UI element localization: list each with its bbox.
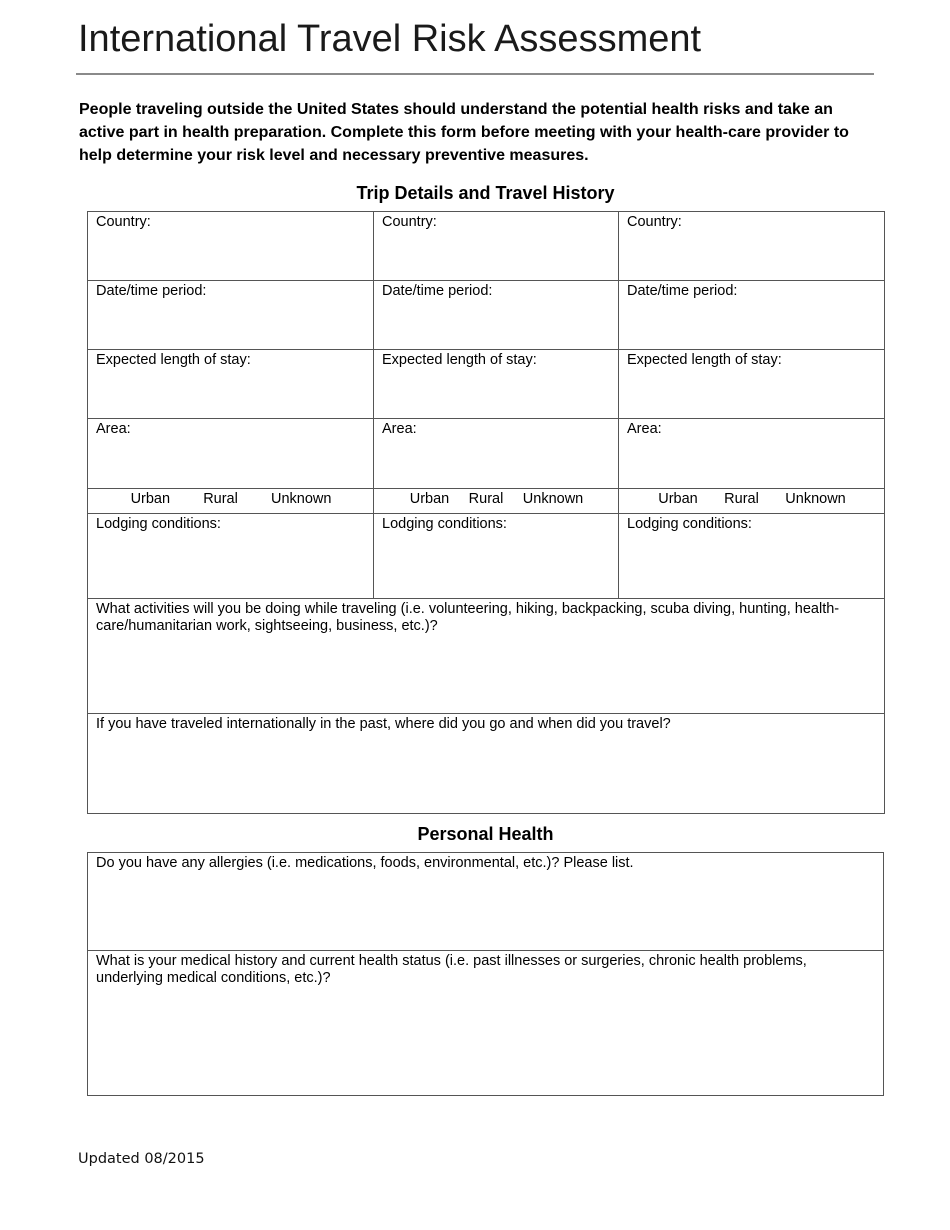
area-field-1[interactable] <box>88 419 374 489</box>
trip-section-heading: Trip Details and Travel History <box>356 183 615 203</box>
date-field-2[interactable] <box>374 281 619 350</box>
country-row <box>88 212 885 281</box>
trip-details-table <box>87 211 885 814</box>
length-field-3[interactable] <box>619 350 885 419</box>
medical-history-question: What is your medical history and current health status (i.e. past illnesses or surgeries, chronic health problems, underlying medical conditions, etc.)? <box>96 953 807 986</box>
area-options-2 <box>374 489 619 514</box>
medical-history-row <box>88 951 884 1096</box>
area-options-3 <box>619 489 885 514</box>
area-row <box>88 419 885 489</box>
option-rural[interactable]: Rural <box>468 491 504 507</box>
country-label: Country: <box>627 214 682 230</box>
length-row <box>88 350 885 419</box>
past-travel-question: If you have traveled internationally in the past, where did you go and when did you travel? <box>96 716 671 732</box>
date-label: Date/time period: <box>96 283 207 299</box>
country-field-2[interactable] <box>374 212 619 281</box>
country-field-1[interactable] <box>88 212 374 281</box>
date-field-1[interactable] <box>88 281 374 350</box>
activities-row <box>88 599 885 714</box>
allergies-row <box>88 853 884 951</box>
length-label: Expected length of stay: <box>382 352 537 368</box>
allergies-field[interactable] <box>88 853 884 951</box>
date-row <box>88 281 885 350</box>
area-options-1 <box>88 489 374 514</box>
length-label: Expected length of stay: <box>627 352 782 368</box>
lodging-row <box>88 514 885 599</box>
area-field-3[interactable] <box>619 419 885 489</box>
area-label: Area: <box>627 421 662 437</box>
option-urban[interactable]: Urban <box>130 491 171 507</box>
length-field-2[interactable] <box>374 350 619 419</box>
area-field-2[interactable] <box>374 419 619 489</box>
activities-field[interactable] <box>88 599 885 714</box>
country-field-3[interactable] <box>619 212 885 281</box>
date-label: Date/time period: <box>627 283 738 299</box>
option-rural[interactable]: Rural <box>724 491 759 507</box>
country-label: Country: <box>96 214 151 230</box>
past-travel-row <box>88 714 885 814</box>
updated-date: Updated 08/2015 <box>78 1151 205 1167</box>
date-field-3[interactable] <box>619 281 885 350</box>
lodging-label: Lodging conditions: <box>96 516 221 532</box>
area-options-row <box>88 489 885 514</box>
lodging-field-1[interactable] <box>88 514 374 599</box>
activities-question: What activities will you be doing while traveling (i.e. volunteering, hiking, backpacking, scuba diving, hunting, health-care/humanitarian work, sightseeing, business, etc.)? <box>96 601 840 634</box>
area-label: Area: <box>96 421 131 437</box>
medical-history-field[interactable] <box>88 951 884 1096</box>
lodging-field-2[interactable] <box>374 514 619 599</box>
page-title: International Travel Risk Assessment <box>78 18 702 60</box>
option-unknown[interactable]: Unknown <box>522 491 584 507</box>
past-travel-field[interactable] <box>88 714 885 814</box>
intro-paragraph: People traveling outside the United States should understand the potential health risks and take an active part in health preparation. Complete this form before meeting with your health-care provider to help determine your risk level and necessary preventive measures. <box>79 101 849 164</box>
option-urban[interactable]: Urban <box>409 491 450 507</box>
lodging-label: Lodging conditions: <box>382 516 507 532</box>
date-label: Date/time period: <box>382 283 493 299</box>
option-urban[interactable]: Urban <box>658 491 698 507</box>
country-label: Country: <box>382 214 437 230</box>
health-section-heading: Personal Health <box>417 824 554 844</box>
area-label: Area: <box>382 421 417 437</box>
lodging-field-3[interactable] <box>619 514 885 599</box>
allergies-question: Do you have any allergies (i.e. medications, foods, environmental, etc.)? Please list. <box>96 855 634 871</box>
title-divider <box>76 73 874 75</box>
option-unknown[interactable]: Unknown <box>270 491 332 507</box>
personal-health-table <box>87 852 884 1096</box>
length-field-1[interactable] <box>88 350 374 419</box>
option-unknown[interactable]: Unknown <box>785 491 846 507</box>
length-label: Expected length of stay: <box>96 352 251 368</box>
option-rural[interactable]: Rural <box>203 491 238 507</box>
lodging-label: Lodging conditions: <box>627 516 752 532</box>
